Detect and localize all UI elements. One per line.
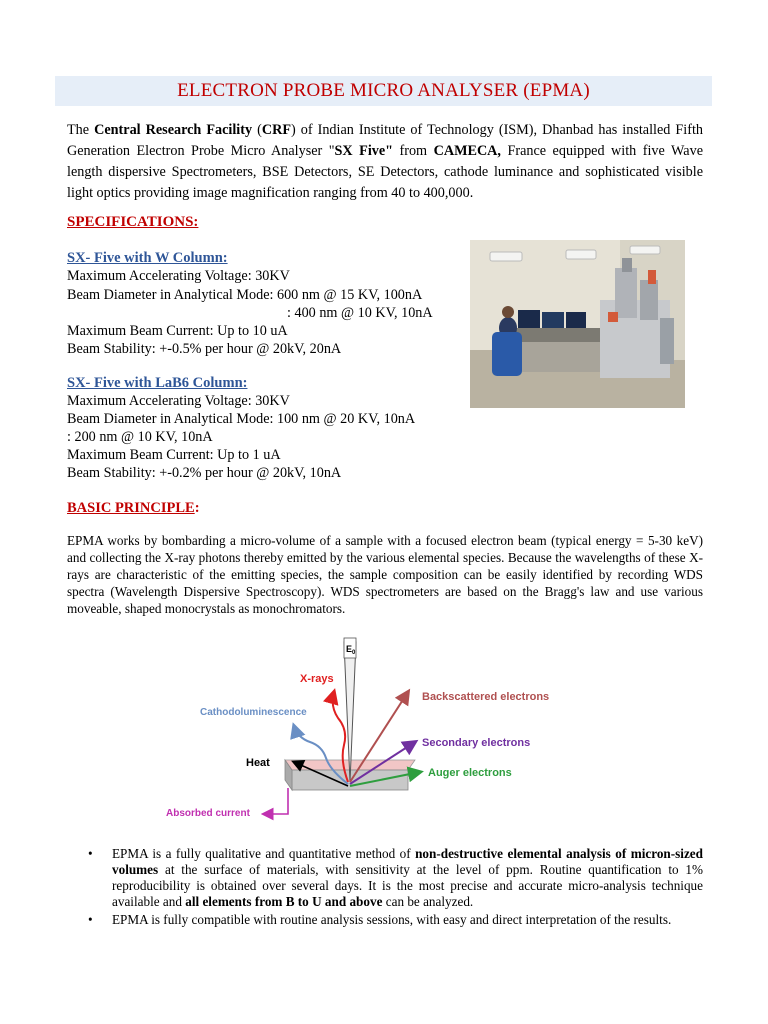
lab6-spec-line: : 200 nm @ 10 KV, 10nA bbox=[67, 429, 213, 445]
intro-text: ( bbox=[252, 122, 262, 138]
bullet-item bbox=[88, 846, 703, 910]
title-bar bbox=[55, 76, 712, 106]
heat-label: Heat bbox=[246, 757, 270, 769]
intro-paragraph bbox=[67, 120, 703, 204]
specifications-heading: SPECIFICATIONS: bbox=[67, 214, 199, 230]
backscattered-label: Backscattered electrons bbox=[422, 691, 550, 703]
bullet-text: can be analyzed. bbox=[382, 894, 474, 909]
w-spec-line: Beam Diameter in Analytical Mode: 600 nm @ 15 KV, 100nA bbox=[67, 287, 423, 303]
w-spec-line: Maximum Beam Current: Up to 10 uA bbox=[67, 323, 288, 339]
epma-interaction-diagram bbox=[160, 630, 580, 830]
basic-principle-heading bbox=[67, 500, 200, 517]
intro-bold-crf: CRF bbox=[261, 122, 291, 138]
intro-bold-crf-name: Central Research Facility bbox=[94, 122, 253, 138]
bullet-text: at the surface of materials, with sensitivity at the level of ppm. Routine quantification to 1% reproducibility is obtained over several days. It is the most precise and accurate micro-analysis technique available and bbox=[112, 862, 703, 909]
secondary-label: Secondary electrons bbox=[422, 737, 531, 749]
intro-bold-cameca: CAMECA, bbox=[433, 143, 501, 159]
basic-principle-heading-text: BASIC PRINCIPLE bbox=[67, 500, 195, 516]
auger-label: Auger electrons bbox=[428, 767, 512, 779]
w-spec-line: : 400 nm @ 10 KV, 10nA bbox=[287, 305, 433, 321]
lab6-spec-line: Beam Stability: +-0.2% per hour @ 20kV, 10nA bbox=[67, 465, 342, 481]
intro-text: The bbox=[67, 122, 95, 138]
w-spec-line: Beam Stability: +-0.5% per hour @ 20kV, 20nA bbox=[67, 341, 342, 357]
bullet-bold-text: non-destructive elemental analysis of micron-sized volumes bbox=[112, 846, 703, 877]
bullet-bold-text: all elements from B to U and above bbox=[185, 894, 383, 909]
w-spec-line: Maximum Accelerating Voltage: 30KV bbox=[67, 268, 290, 284]
absorbed-label: Absorbed current bbox=[166, 808, 250, 819]
bullet-marker: • bbox=[88, 912, 93, 927]
xrays-label: X-rays bbox=[300, 673, 334, 685]
lab6-column-heading: SX- Five with LaB6 Column: bbox=[67, 375, 248, 391]
page-title: ELECTRON PROBE MICRO ANALYSER (EPMA) bbox=[177, 80, 590, 101]
beam-label: $E_0$ bbox=[346, 644, 356, 656]
bullet-text: EPMA is a fully qualitative and quantitative method of bbox=[112, 846, 416, 861]
basic-principle-heading-colon: : bbox=[194, 500, 200, 516]
lab-photo-illustration bbox=[470, 240, 685, 408]
intro-bold-sx-five: SX Five" bbox=[334, 143, 394, 159]
bullet-marker: • bbox=[88, 846, 93, 861]
epma-lab-photo bbox=[470, 240, 685, 408]
bullet-item bbox=[88, 912, 703, 928]
intro-text: ) of Indian Institute of Technology (ISM), Dhanbad has installed Fifth Generation Electron Probe Micro Analyser " bbox=[67, 122, 704, 159]
lab6-spec-line: Maximum Accelerating Voltage: 30KV bbox=[67, 393, 290, 409]
basic-principle-paragraph: EPMA works by bombarding a micro-volume of a sample with a focused electron beam (typical energy = 5-30 keV) and collecting the X-ray photons thereby emitted by the various elemental species. Because the wavelengths of these X-rays are characteristic of the emitting species, the sample composition can be easily identified by recording WDS spectra (Wavelength Dispersive Spectroscopy). WDS spectrometers are based on the Bragg's law and use various moveable, shaped monocrystals as monochromators. bbox=[67, 533, 703, 616]
w-column-heading: SX- Five with W Column: bbox=[67, 250, 228, 266]
intro-text: from bbox=[393, 143, 434, 159]
bullet-list bbox=[88, 846, 703, 930]
cathodoluminescence-label: Cathodoluminescence bbox=[200, 707, 307, 718]
bullet-text: EPMA is fully compatible with routine analysis sessions, with easy and direct interpretation of the results. bbox=[112, 912, 672, 927]
absorbed-arrow bbox=[264, 788, 288, 814]
intro-text: France equipped with five Wave length dispersive Spectrometers, BSE Detectors, SE Detectors, cathode luminance and sophisticated visible light optics providing image magnification ranging from 40 to 400,000. bbox=[67, 143, 703, 201]
lab6-spec-line: Maximum Beam Current: Up to 1 uA bbox=[67, 447, 281, 463]
lab6-spec-line: Beam Diameter in Analytical Mode: 100 nm @ 20 KV, 10nA bbox=[67, 411, 416, 427]
